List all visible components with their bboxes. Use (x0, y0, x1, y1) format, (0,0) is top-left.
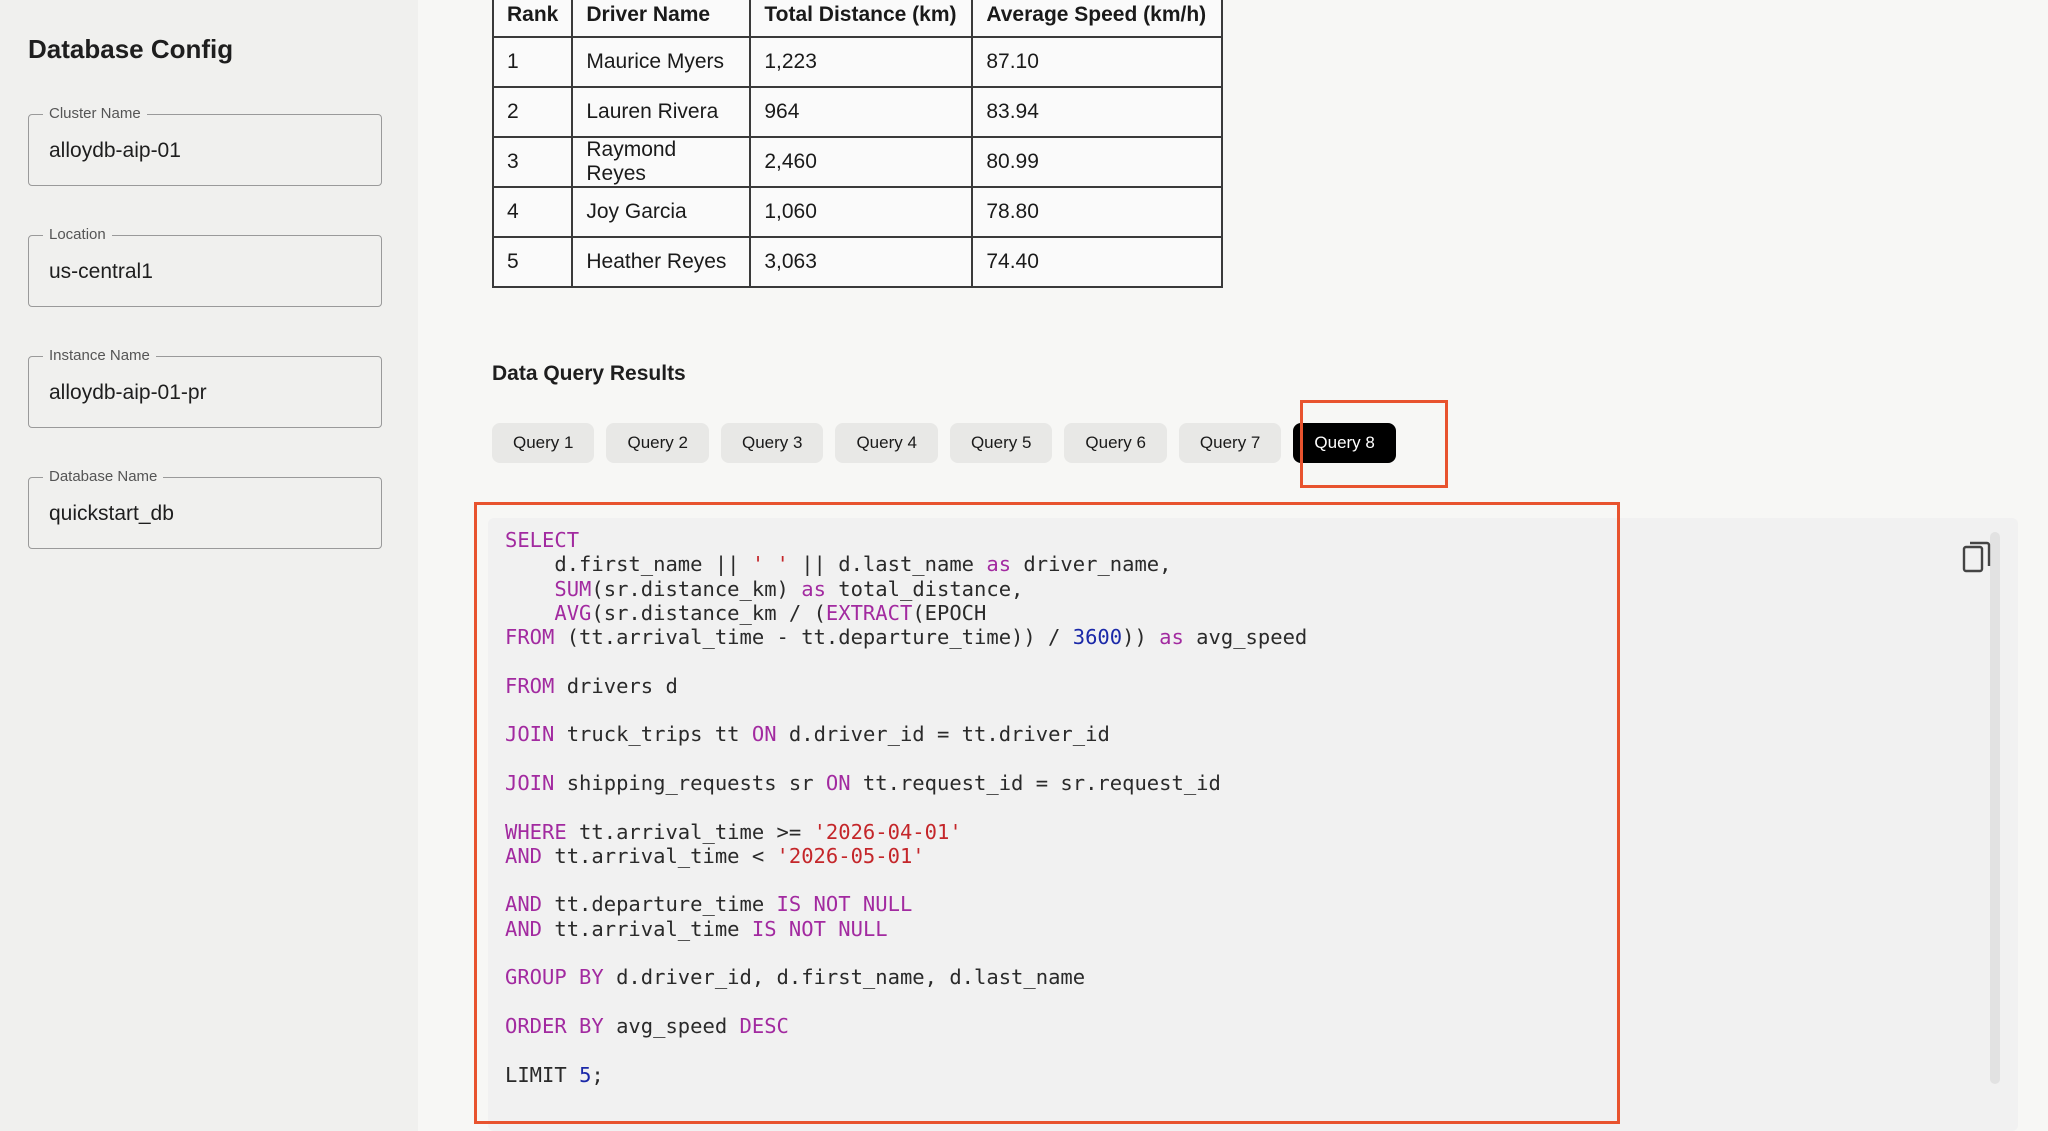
code-token-kw: SUM (505, 576, 592, 601)
tab-query-4[interactable]: Query 4 (835, 423, 937, 463)
code-token-kw: ON (825, 770, 851, 795)
code-token: drivers d (554, 673, 678, 698)
cell-rank: 2 (493, 87, 572, 137)
code-token: ; (591, 1062, 604, 1087)
code-token-kw: as (1159, 625, 1184, 650)
code-scrollbar[interactable] (1990, 532, 2000, 1084)
code-token: )) (1122, 625, 1160, 650)
table-row (493, 237, 1222, 287)
header-rank: Rank (493, 0, 572, 37)
tab-query-3[interactable]: Query 3 (721, 423, 823, 463)
database-name-input[interactable] (49, 502, 369, 526)
header-driver-name: Driver Name (572, 0, 750, 37)
code-token: total_distance, (825, 576, 1024, 601)
code-line (505, 844, 925, 868)
instance-name-field[interactable] (28, 347, 382, 428)
code-line (505, 625, 1307, 649)
cell-average-speed: 83.94 (972, 87, 1222, 137)
cluster-name-input[interactable] (49, 139, 369, 163)
code-token-kw: IS NOT NULL (776, 892, 913, 917)
table-row (493, 87, 1222, 137)
code-token-kw: FROM (505, 673, 555, 698)
code-line (505, 674, 678, 698)
header-average-speed: Average Speed (km/h) (972, 0, 1222, 37)
code-token-kw: WHERE (505, 819, 567, 844)
header-total-distance: Total Distance (km) (750, 0, 972, 37)
code-token: LIMIT (505, 1062, 580, 1087)
tab-query-5[interactable]: Query 5 (950, 423, 1052, 463)
code-token-kw: IS NOT NULL (751, 916, 888, 941)
code-line (505, 1014, 789, 1038)
cluster-name-field[interactable] (28, 105, 382, 186)
cell-total-distance: 2,460 (750, 137, 972, 187)
code-line (505, 1063, 604, 1087)
instance-name-label: Instance Name (43, 347, 156, 365)
database-name-field[interactable] (28, 468, 382, 549)
tab-query-2[interactable]: Query 2 (606, 423, 708, 463)
cell-total-distance: 1,223 (750, 37, 972, 87)
code-line (505, 820, 962, 844)
cell-driver-name: Raymond Reyes (572, 137, 750, 187)
location-field[interactable] (28, 226, 382, 307)
code-token-kw: ON (751, 722, 777, 747)
code-token-num: 5 (579, 1062, 592, 1087)
cell-total-distance: 964 (750, 87, 972, 137)
cell-average-speed: 74.40 (972, 237, 1222, 287)
code-token: || d.last_name (788, 552, 987, 577)
cell-driver-name: Joy Garcia (572, 187, 750, 237)
code-token-kw: JOIN (505, 722, 555, 747)
code-line (505, 917, 888, 941)
data-query-results-title: Data Query Results (492, 362, 686, 385)
code-token: tt.departure_time (542, 892, 777, 917)
code-token: d.driver_id, d.first_name, d.last_name (603, 965, 1086, 990)
cell-driver-name: Lauren Rivera (572, 87, 750, 137)
code-token: tt.arrival_time (542, 916, 752, 941)
code-token: tt.arrival_time < (542, 843, 777, 868)
code-token-kw: JOIN (505, 770, 555, 795)
copy-button[interactable] (1962, 540, 1992, 574)
code-line (505, 771, 1221, 795)
tab-query-8[interactable]: Query 8 (1293, 423, 1395, 463)
code-token-kw: AND (505, 892, 543, 917)
code-token: tt.arrival_time >= (566, 819, 814, 844)
sql-code-block (505, 528, 1307, 1087)
table-header-row (493, 0, 1222, 37)
code-token: truck_trips tt (554, 722, 752, 747)
code-token: (EPOCH (912, 600, 987, 625)
code-token-kw: GROUP BY (505, 965, 604, 990)
cell-driver-name: Heather Reyes (572, 237, 750, 287)
code-token-kw: ORDER BY (505, 1013, 604, 1038)
code-token-kw: EXTRACT (825, 600, 913, 625)
cell-rank: 4 (493, 187, 572, 237)
code-token-kw: SELECT (505, 528, 580, 552)
code-line (505, 528, 579, 552)
code-token-kw: DESC (739, 1013, 789, 1038)
code-line (505, 722, 1110, 746)
cell-total-distance: 3,063 (750, 237, 972, 287)
code-line (505, 892, 912, 916)
sidebar (0, 0, 418, 1131)
code-token: tt.request_id = sr.request_id (850, 770, 1221, 795)
code-line (505, 577, 1023, 601)
cell-driver-name: Maurice Myers (572, 37, 750, 87)
cell-total-distance: 1,060 (750, 187, 972, 237)
tab-query-1[interactable]: Query 1 (492, 423, 594, 463)
table-row (493, 37, 1222, 87)
cell-average-speed: 78.80 (972, 187, 1222, 237)
cell-average-speed: 80.99 (972, 137, 1222, 187)
code-token-kw: AND (505, 843, 543, 868)
query-tabs (492, 423, 1396, 463)
code-token: avg_speed (603, 1013, 740, 1038)
sidebar-title: Database Config (28, 34, 234, 64)
code-token-kw: FROM (505, 625, 555, 650)
copy-icon (1962, 540, 1992, 574)
cell-rank: 5 (493, 237, 572, 287)
code-token-str: '2026-05-01' (776, 843, 925, 868)
code-token-kw: AND (505, 916, 543, 941)
code-token: d.first_name || (505, 552, 752, 577)
code-token-str: '2026-04-01' (813, 819, 962, 844)
location-label: Location (43, 226, 112, 244)
code-line (505, 601, 986, 625)
code-token: shipping_requests sr (554, 770, 826, 795)
code-line (505, 552, 1172, 576)
code-token: avg_speed (1183, 625, 1308, 650)
code-token-num: 3600 (1072, 625, 1123, 650)
code-token-kw: AVG (505, 600, 592, 625)
code-token-kw: as (986, 552, 1012, 577)
code-line (505, 965, 1085, 989)
cluster-name-label: Cluster Name (43, 105, 147, 123)
code-token-kw: as (801, 576, 826, 601)
code-token: driver_name, (1011, 552, 1172, 577)
location-input[interactable] (49, 260, 369, 284)
instance-name-input[interactable] (49, 381, 369, 405)
table-row (493, 137, 1222, 187)
results-table (492, 0, 1223, 288)
code-token: (sr.distance_km) (591, 576, 802, 601)
tab-query-6[interactable]: Query 6 (1064, 423, 1166, 463)
cell-rank: 3 (493, 137, 572, 187)
code-token-str: ' ' (751, 552, 789, 577)
code-token: (tt.arrival_time - tt.departure_time)) / (554, 625, 1073, 650)
tab-query-7[interactable]: Query 7 (1179, 423, 1281, 463)
cell-rank: 1 (493, 37, 572, 87)
table-row (493, 187, 1222, 237)
code-token: d.driver_id = tt.driver_id (776, 722, 1110, 747)
database-name-label: Database Name (43, 468, 163, 486)
cell-average-speed: 87.10 (972, 37, 1222, 87)
code-token: (sr.distance_km / ( (591, 600, 826, 625)
